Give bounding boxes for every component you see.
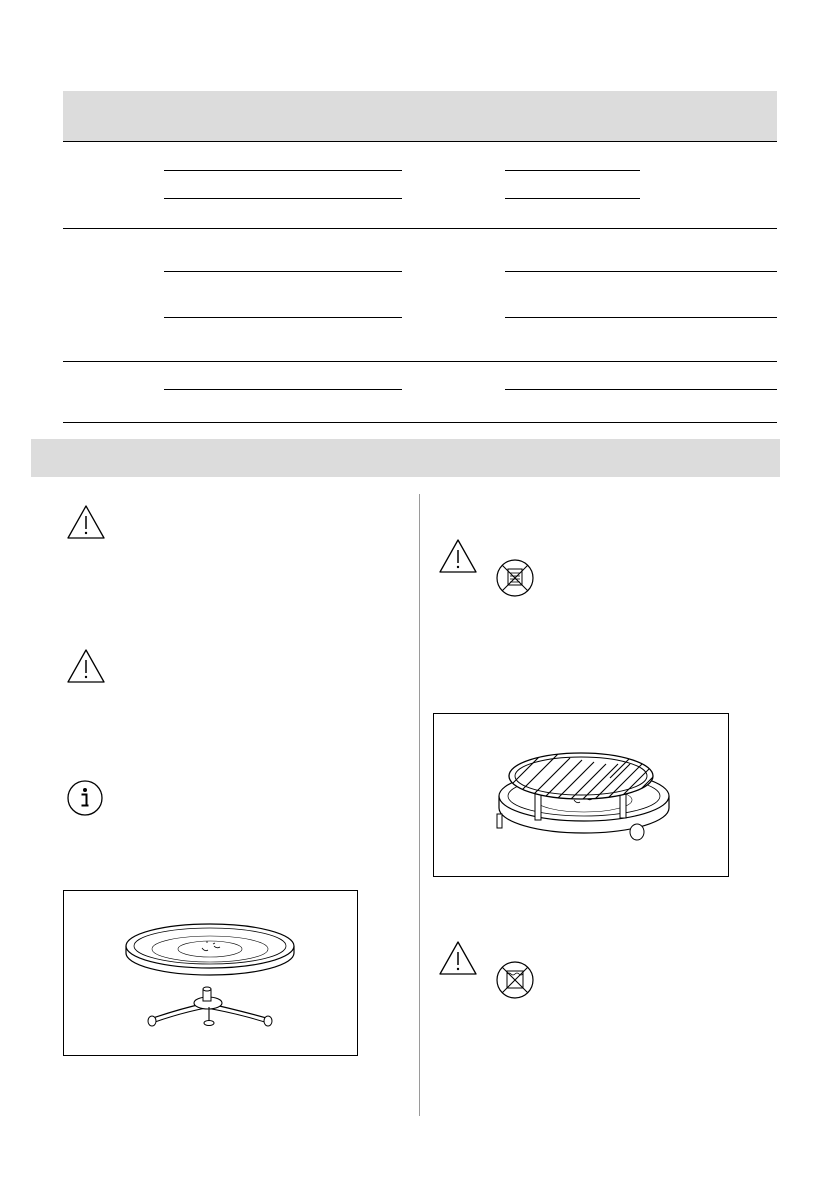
table-cell-line xyxy=(164,317,402,318)
column-divider xyxy=(419,494,420,1116)
warning-triangle-icon xyxy=(438,940,478,976)
table-cell-line xyxy=(164,170,402,171)
table-cell-line xyxy=(505,317,777,318)
table-cell-line xyxy=(505,198,640,199)
table-rule xyxy=(63,228,777,229)
section-header-bar xyxy=(31,439,780,477)
turntable-figure xyxy=(63,890,358,1056)
table-cell-line xyxy=(505,271,777,272)
table-rule xyxy=(63,141,777,142)
table-cell-line xyxy=(164,389,402,390)
turntable-illustration xyxy=(64,891,357,1055)
table-cell-line xyxy=(505,389,777,390)
table-header xyxy=(63,91,777,141)
table-cell-line xyxy=(164,271,402,272)
table-cell-line xyxy=(164,198,402,199)
warning-triangle-icon xyxy=(66,504,106,540)
table-cell-line xyxy=(505,170,640,171)
grill-rack-figure xyxy=(433,713,729,877)
grill-rack-illustration xyxy=(434,714,728,876)
warning-triangle-icon xyxy=(438,538,478,574)
no-metal-container-icon xyxy=(495,558,535,598)
table-rule xyxy=(63,361,777,362)
table-rule xyxy=(63,422,777,423)
info-circle-icon xyxy=(66,779,104,817)
no-foil-container-icon xyxy=(495,960,535,1000)
warning-triangle-icon xyxy=(66,648,106,684)
